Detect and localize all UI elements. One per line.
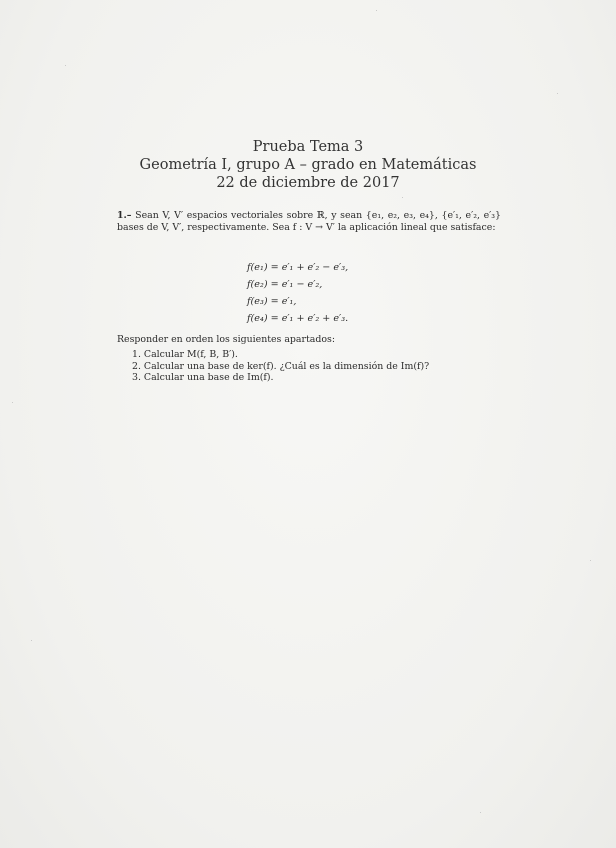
list-item: 3. Calcular una base de Im(f). [132,372,274,383]
problem-text: Sean V, V′ espacios vectoriales sobre ℝ, y sean {e₁, e₂, e₃, e₄}, {e′₁, e′₂, e′₃} bases de V, V′, respectivamente. Sea f : V → V′ la aplicación lineal que satisface: [117,210,502,233]
equation-block [247,259,348,327]
course-line: Geometría I, grupo A – grado en Matemáticas [139,157,477,173]
scan-speck [31,640,32,641]
problem-statement [117,210,501,234]
scan-speck [376,10,377,11]
exam-header [0,138,616,192]
exam-title: Prueba Tema 3 [252,139,364,155]
list-item: 1. Calcular M(f, B, B′). [132,349,238,360]
scan-speck [590,560,591,561]
scan-speck [402,197,403,198]
equation-line: f(e₁) = e′₁ + e′₂ − e′₃, [247,262,349,273]
equation-line: f(e₄) = e′₁ + e′₂ + e′₃. [247,313,349,324]
problem-number: 1.– [117,210,132,221]
scan-speck [480,812,481,813]
task-list [132,349,429,384]
equation-line: f(e₂) = e′₁ − e′₂, [247,279,323,290]
scan-speck [65,65,66,66]
scan-speck [12,402,13,403]
scan-speck [557,93,558,94]
exam-date: 22 de diciembre de 2017 [216,175,400,191]
equation-line: f(e₃) = e′₁, [247,296,297,307]
list-item: 2. Calcular una base de ker(f). ¿Cuál es la dimensión de Im(f)? [132,360,430,372]
instructions-line: Responder en orden los siguientes apartados: [117,334,335,345]
